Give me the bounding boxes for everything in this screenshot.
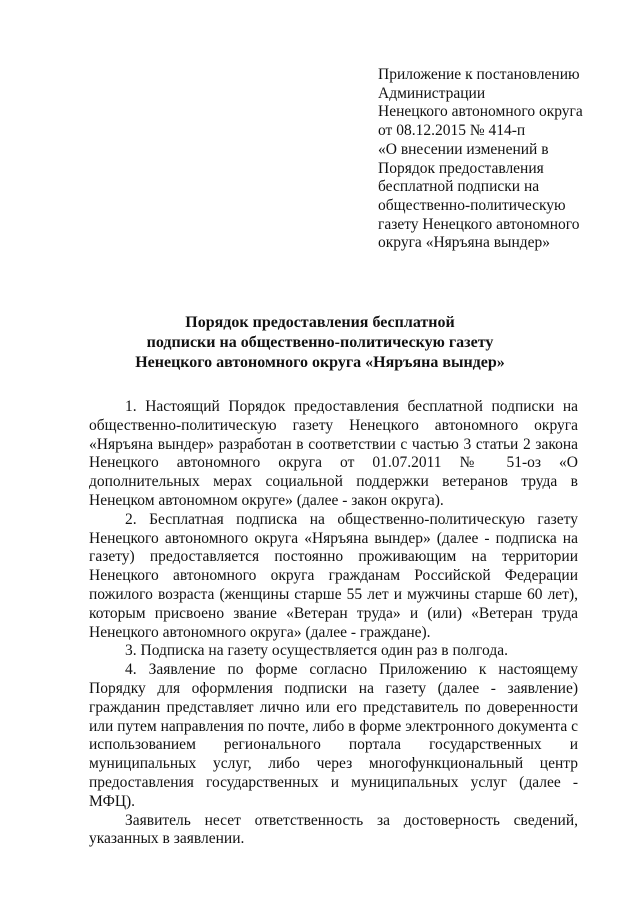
appendix-line: Порядок предоставления <box>378 159 544 177</box>
appendix-line: округа «Няръяна вындер» <box>378 234 550 252</box>
document-title <box>60 313 580 373</box>
appendix-line: «О внесении изменений в <box>378 140 549 158</box>
appendix-line: газету Ненецкого автономного <box>378 215 580 233</box>
appendix-line: Администрации <box>378 84 486 102</box>
document-body <box>89 398 578 849</box>
paragraph-3: 3. Подписка на газету осуществляется один раз в полгода. <box>125 642 508 660</box>
title-line: Порядок предоставления бесплатной <box>185 314 455 331</box>
appendix-header <box>378 66 618 253</box>
paragraph-4: 4. Заявление по форме согласно Приложению к настоящему Порядку для оформления подписки на газету (далее - заявление) гражданин представляет лично или его представитель по доверенности или путем направления по почте, либо в форме электронного документа с использованием регионального портала государственных и муниципальных услуг, либо через многофункциональный центр предоставления государственных и муниципальных услуг (далее - МФЦ). <box>89 661 578 810</box>
appendix-line: от 08.12.2015 № 414-п <box>378 122 526 140</box>
appendix-line: бесплатной подписки на <box>378 178 540 196</box>
paragraph-1: 1. Настоящий Порядок предоставления бесплатной подписки на общественно-политическую газету Ненецкого автономного округа «Няръяна вындер» разработан в соответствии с частью 3 статьи 2 закона Ненецкого автономного округа от 01.07.2011 № 51-оз «О дополнительных мерах социальной поддержки ветеранов труда в Ненецком автономном округе» (далее - закон округа). <box>89 398 578 509</box>
title-line: Ненецкого автономного округа «Няръяна вындер» <box>135 354 505 371</box>
title-line: подписки на общественно-политическую газету <box>146 334 494 351</box>
appendix-line: Ненецкого автономного округа <box>378 103 583 121</box>
appendix-line: общественно-политическую <box>378 196 566 214</box>
paragraph-5: Заявитель несет ответственность за достоверность сведений, указанных в заявлении. <box>89 811 578 848</box>
appendix-line: Приложение к постановлению <box>378 66 580 83</box>
paragraph-2: 2. Бесплатная подписка на общественно-политическую газету Ненецкого автономного округа «Няръяна вындер» (далее - подписка на газету) предоставляется постоянно проживающим на территории Ненецкого автономного округа гражданам Российской Федерации пожилого возраста (женщины старше 55 лет и мужчины старше 60 лет), которым присвоено звание «Ветеран труда» и (или) «Ветеран труда Ненецкого автономного округа» (далее - граждане). <box>89 510 578 641</box>
